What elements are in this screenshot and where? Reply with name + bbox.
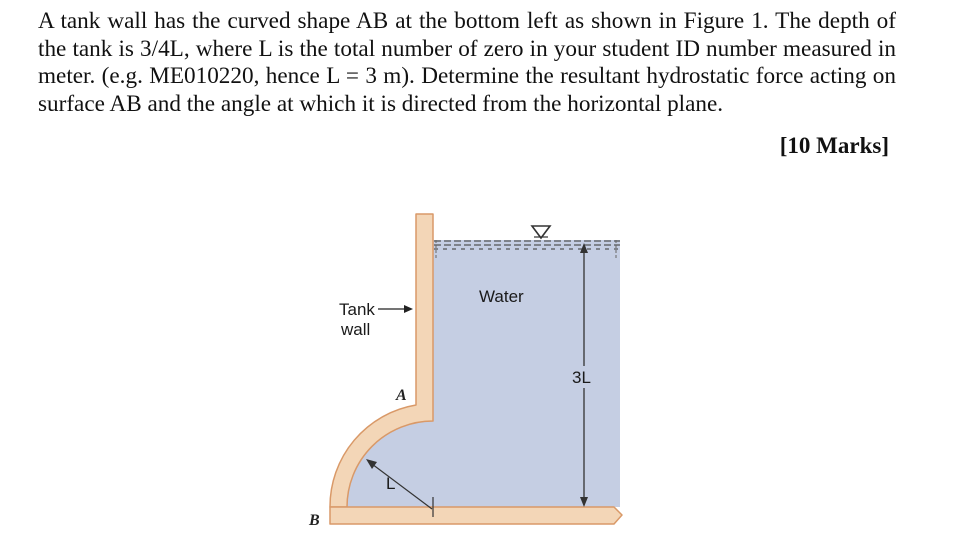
point-a-label: A [396,387,407,404]
question-text: A tank wall has the curved shape AB at the bottom left as shown in Figure 1. The depth of the tank is 3/4L, where L is the total number of zero in your student ID number measured in meter. (e.g. ME010220, hence L = 3 m). Determine the resultant hydrostatic force acting on surface AB and the angle at which it is directed from the horizontal plane. [38,8,896,117]
tank-floor [330,507,622,524]
water-label: Water [479,287,524,306]
tank-wall-label-line2: wall [341,320,371,339]
depth-label: 3L [572,368,591,387]
tank-wall-label-line1: Tank [339,300,375,319]
free-surface-symbol [532,226,550,238]
radius-label: L [386,474,396,493]
tank-wall-pointer-head [404,305,413,313]
point-b-label: B [309,512,320,529]
marks-label: [10 Marks] [779,133,889,158]
